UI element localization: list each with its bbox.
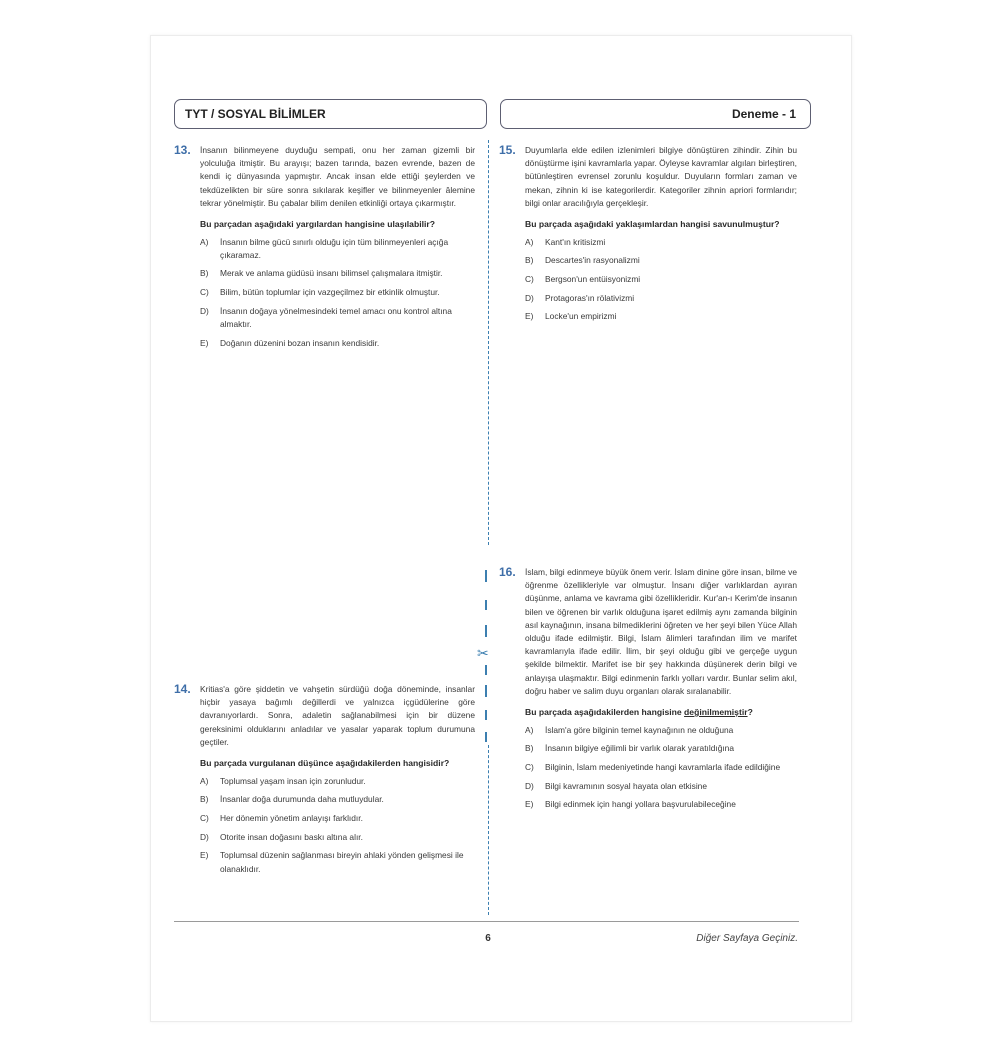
option-a[interactable]: A) İnsanın bilme gücü sınırlı olduğu için tüm bilinmeyenleri açığa çıkaramaz.	[200, 236, 449, 260]
stem-emphasis: değinilmemiştir	[684, 707, 748, 718]
option-d[interactable]: D) Protagoras'ın rölativizmi	[525, 292, 635, 303]
question-stem: Bu parçada aşağıdaki yaklaşımlardan hangisi savunulmuştur?	[525, 219, 780, 230]
option-c[interactable]: C) Bilim, bütün toplumlar için vazgeçilmez bir etkinlik olmuştur.	[200, 287, 440, 298]
option-b[interactable]: B) İnsanın bilgiye eğilimli bir varlık olarak yaratıldığına	[525, 743, 734, 754]
header-exam-box	[500, 99, 811, 129]
option-e[interactable]: E) Bilgi edinmek için hangi yollara başvurulabileceğine	[525, 799, 736, 810]
header-exam-title: Deneme - 1	[731, 107, 796, 121]
question-number: 14.	[174, 682, 191, 696]
option-c[interactable]: C) Her dönemin yönetim anlayışı farklıdır.	[200, 812, 363, 823]
option-c[interactable]: C) Bergson'un entüisyonizmi	[525, 273, 641, 284]
question-16	[499, 565, 797, 817]
question-paragraph: İnsanın bilinmeyene duyduğu sempati, onu her zaman gizemli bir yolculuğa itmiştir. Bu arayışı; bazen tarında, bazen evrende, bazen de kendi iç dünyasında yapmıştır. Ancak insan elde ettiği şeylerden ve tekdüzelikten bir süre sonra sıkılarak keşifler ve bilinmeyenler âlemine tekrar yönelmiştir. Bu çabalar bilim denilen etkinliği ortaya çıkarmıştır.	[200, 145, 475, 208]
option-b[interactable]: B) Merak ve anlama güdüsü insanı bilimsel çalışmalara itmiştir.	[200, 268, 443, 279]
footer-rule	[174, 921, 799, 922]
option-a[interactable]: A) Kant'ın kritisizmi	[525, 236, 606, 247]
option-a[interactable]: A) İslam'a göre bilginin temel kaynağının ne olduğuna	[525, 724, 734, 735]
question-15	[499, 143, 797, 329]
question-stem: Bu parçada aşağıdakilerden hangisine değinilmemiştir?	[525, 707, 753, 718]
question-number: 13.	[174, 143, 191, 157]
header-subject-box	[174, 99, 487, 129]
question-paragraph: Duyumlarla elde edilen izlenimleri bilgiye dönüştüren zihindir. Zihin bu dönüştürme işini kavramlarla yapar. Öyleyse kavramlar algıları birleştiren, bütünleştiren evrensel zorunlu koşuldur. Duyuların formları zaman ve mekan, zihnin ki ise kategorilerdir. Kategoriler zihnin apriori formlarıdır; bilgi onlar aracılığıyla gerçekleşir.	[525, 145, 797, 208]
header-subject-title: TYT / SOSYAL BİLİMLER	[185, 107, 326, 121]
option-e[interactable]: E) Doğanın düzenini bozan insanın kendisidir.	[200, 337, 380, 348]
question-number: 15.	[499, 143, 516, 157]
option-e[interactable]: E) Locke'un empirizmi	[525, 311, 617, 322]
option-d[interactable]: D) Bilgi kavramının sosyal hayata olan etkisine	[525, 780, 707, 791]
option-b[interactable]: B) Descartes'in rasyonalizmi	[525, 255, 640, 266]
question-paragraph: İslam, bilgi edinmeye büyük önem verir. İslam dinine göre insan, bilme ve öğrenme özellikleriyle var olmuştur. İnsanı diğer varlıklardan ayıran düşünme, anlama ve kavrama gibi özellikleridir. Kur'an-ı Kerim'de insanın bilen ve öğrenen bir varlık olduğuna işaret edilmiş aynı zamanda bilginin asıl kaynağının, insana bilmediklerini öğreten ve her şeyi bilen Yüce Allah olduğu ifade edilmiştir. Bilgi, İslam âlimleri tarafından ilim ve marifet kavramlarıyla ifade edilir. İlim, bir şeyi olduğu gibi ve gerçeğe uygun şekilde bilmektir. Marifet ise bir şey hakkında düşünerek derin bilgi ve anlayışa ulaşmaktır. Bilgi edinmenin farklı yolları vardır. Bunlar selim akıl, doğru haber ve salim duyu organları olarak sıralanabilir.	[525, 567, 797, 696]
option-e[interactable]: E) Toplumsal düzenin sağlanması bireyin ahlaki yönden gelişmesi ile olanaklıdır.	[200, 850, 464, 874]
column-divider-bottom	[488, 745, 489, 915]
question-paragraph: Kritias'a göre şiddetin ve vahşetin sürdüğü doğa döneminde, insanlar hiçbir yasaya bağımlı değillerdi ve yalnızca içgüdülerine göre davranıyorlardı. Sonra, adaletin sağlanabilmesi için bir düzene gereksinimi olduklarını anladılar ve yasalar yaparak toplum durumuna geçtiler.	[200, 684, 475, 747]
question-14	[174, 682, 475, 881]
column-divider-top	[488, 140, 489, 545]
option-a[interactable]: A) Toplumsal yaşam insan için zorunludur.	[200, 775, 366, 786]
option-c[interactable]: C) Bilginin, İslam medeniyetinde hangi kavramlarla ifade edildiğine	[525, 761, 781, 772]
page-number: 6	[485, 933, 491, 944]
question-13	[174, 143, 475, 355]
question-number: 16.	[499, 565, 516, 579]
question-stem: Bu parçada vurgulanan düşünce aşağıdakilerden hangisidir?	[200, 758, 450, 769]
option-d[interactable]: D) Otorite insan doğasını baskı altına alır.	[200, 831, 363, 842]
next-page-note: Diğer Sayfaya Geçiniz.	[696, 933, 798, 944]
option-b[interactable]: B) İnsanlar doğa durumunda daha mutluydular.	[200, 794, 384, 805]
option-d[interactable]: D) İnsanın doğaya yönelmesindeki temel amacı onu kontrol altına almaktır.	[200, 305, 452, 330]
question-stem: Bu parçadan aşağıdaki yargılardan hangisine ulaşılabilir?	[200, 219, 435, 230]
scissors-icon: ✂	[477, 645, 489, 661]
